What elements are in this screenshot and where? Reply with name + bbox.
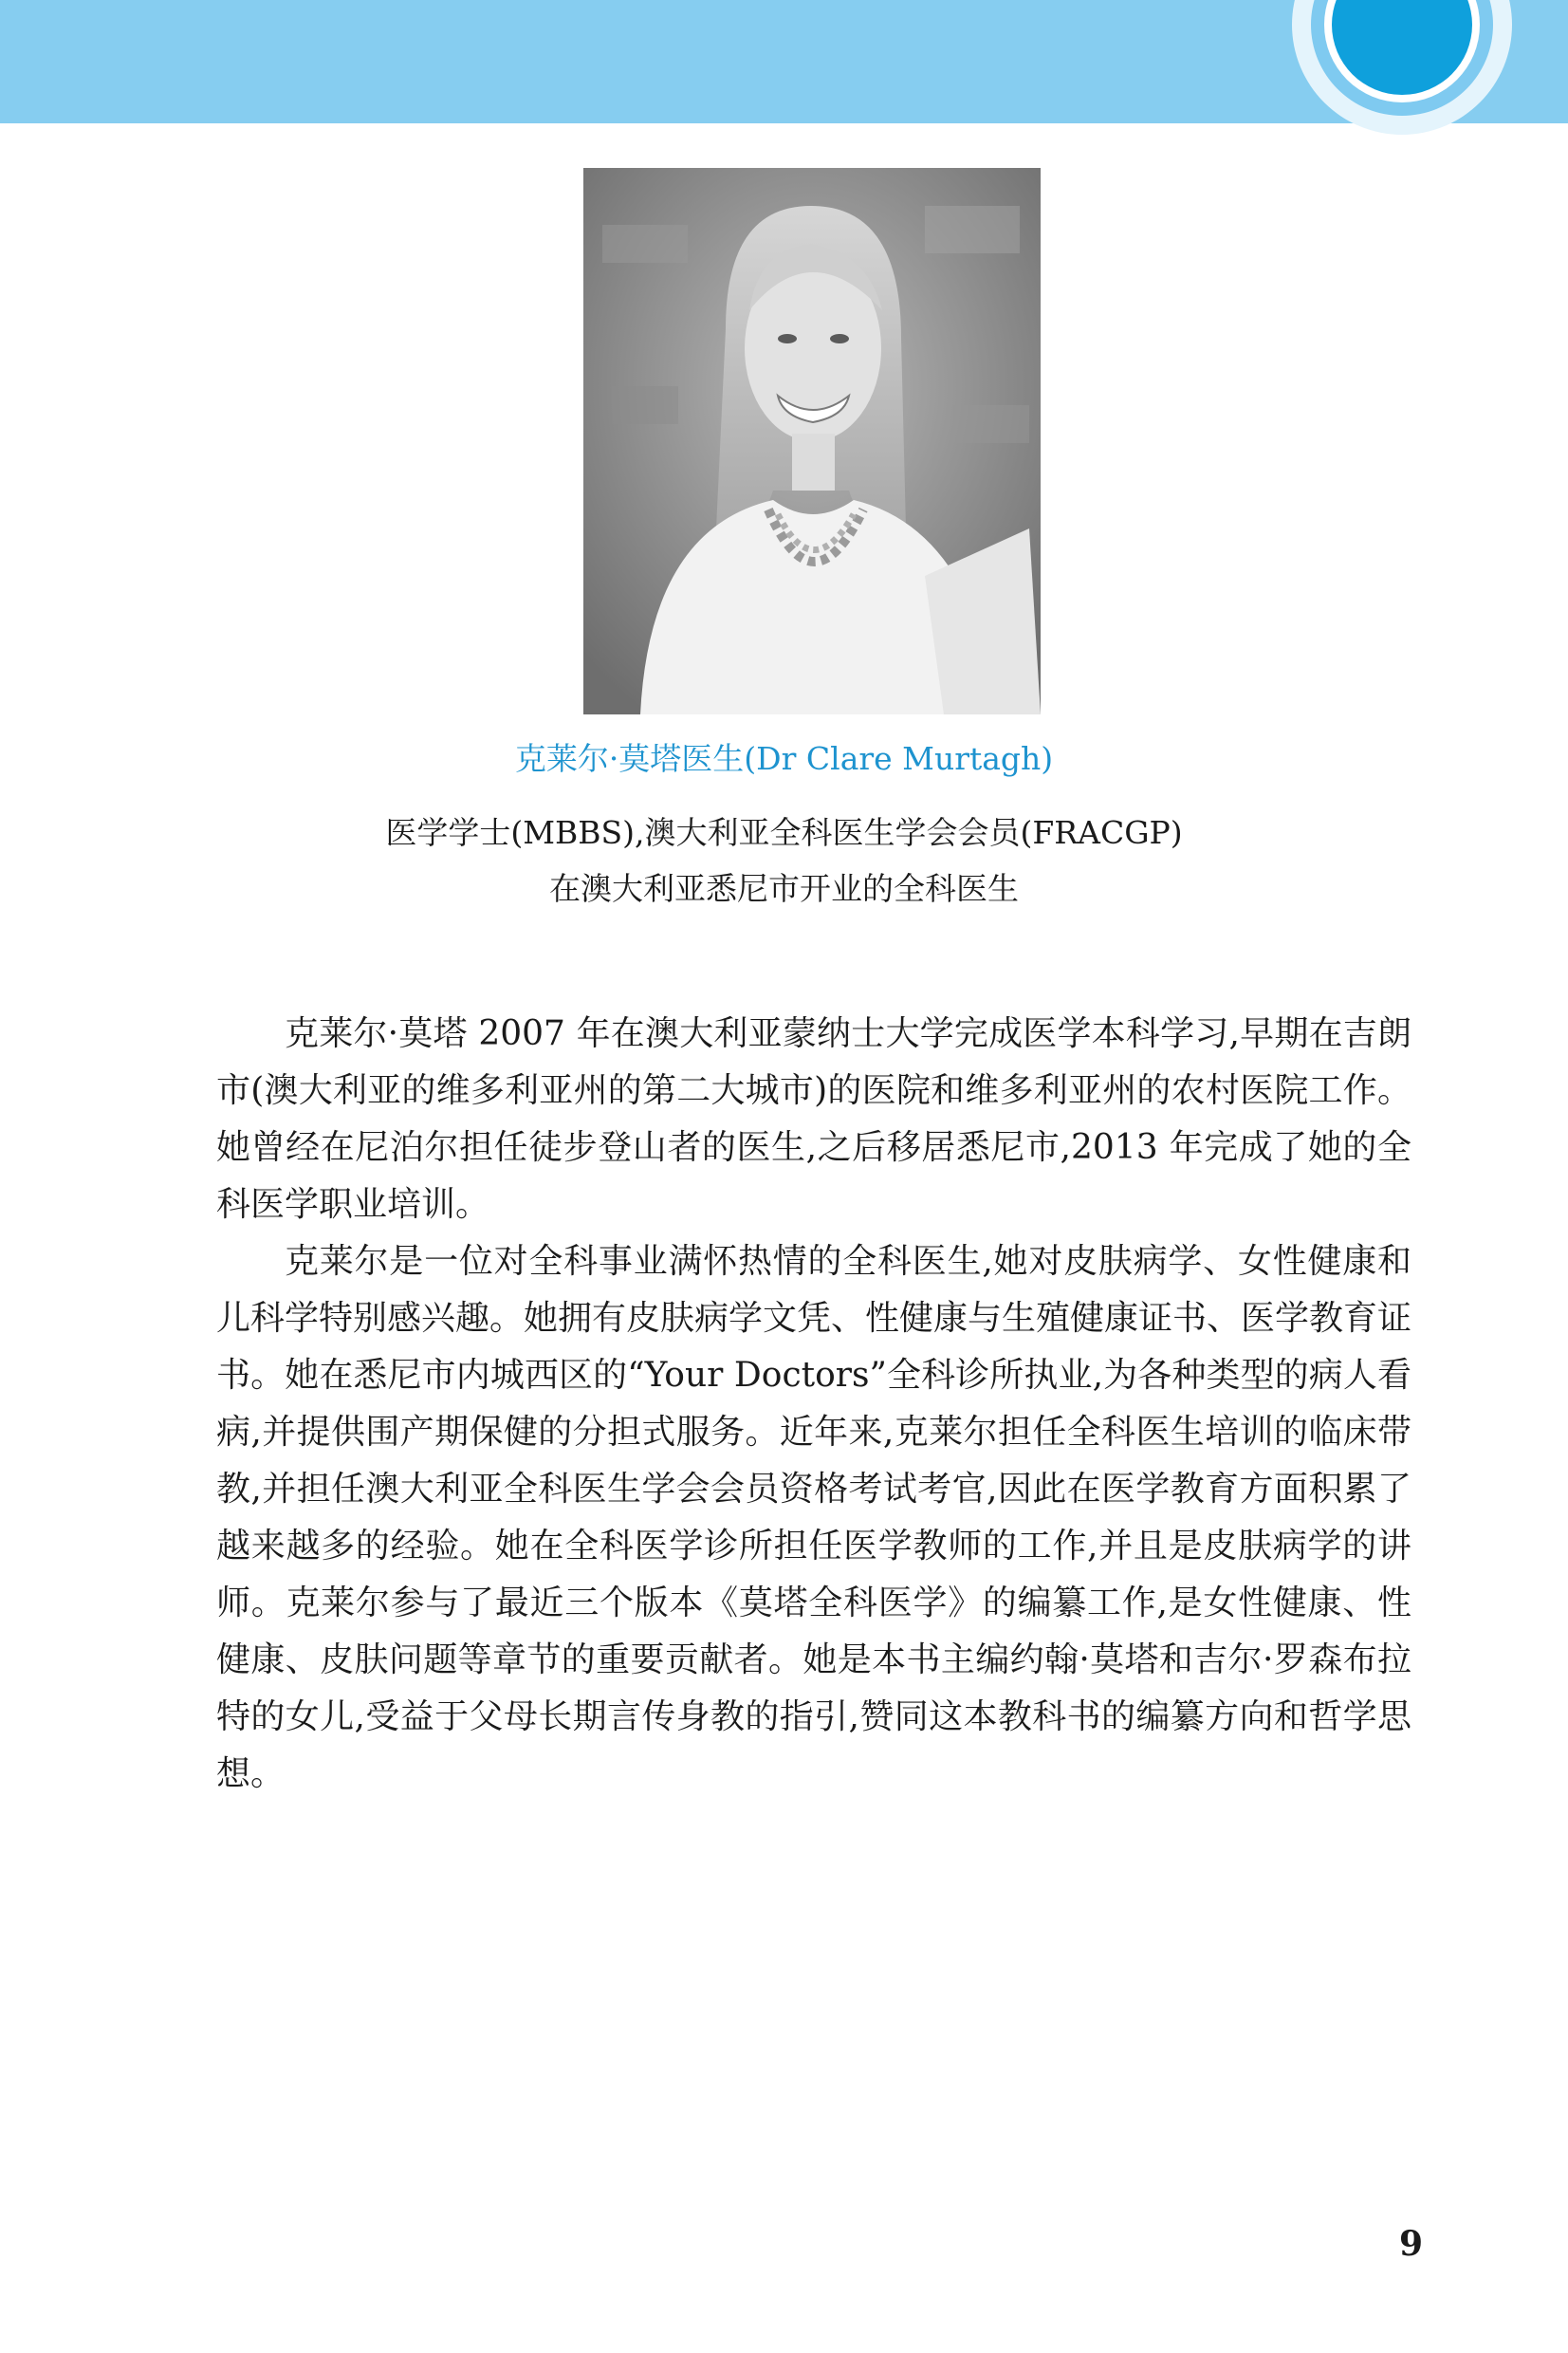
portrait-illustration: [583, 168, 1041, 714]
page-number: 9: [1398, 2224, 1423, 2264]
biography-paragraph-2: 克莱尔是一位对全科事业满怀热情的全科医生,她对皮肤病学、女性健康和儿科学特别感兴趣。她拥有皮肤病学文凭、性健康与生殖健康证书、医学教育证书。她在悉尼市内城西区的“Your Doctors”全科诊所执业,为各种类型的病人看病,并提供围产期保健的分担式服务。近年来,克莱尔担任全科医生培训的临床带教,并担任澳大利亚全科医生学会会员资格考试考官,因此在医学教育方面积累了越来越多的经验。她在全科医学诊所担任医学教师的工作,并且是皮肤病学的讲师。克莱尔参与了最近三个版本《莫塔全科医学》的编纂工作,是女性健康、性健康、皮肤问题等章节的重要贡献者。她是本书主编约翰·莫塔和吉尔·罗森布拉特的女儿,受益于父母长期言传身教的指引,赞同这本教科书的编纂方向和哲学思想。: [216, 1242, 1412, 1793]
author-credentials: 医学学士(MBBS),澳大利亚全科医生学会会员(FRACGP): [385, 814, 1183, 851]
author-role: 在澳大利亚悉尼市开业的全科医生: [549, 870, 1019, 907]
author-portrait: [583, 168, 1041, 714]
author-name-caption: 克莱尔·莫塔医生(Dr Clare Murtagh): [514, 740, 1054, 777]
biography-text: [216, 1006, 1411, 1803]
biography-paragraph-1: 克莱尔·莫塔 2007 年在澳大利亚蒙纳士大学完成医学本科学习,早期在吉朗市(澳大利亚的维多利亚州的第二大城市)的医院和维多利亚州的农村医院工作。她曾经在尼泊尔担任徒步登山者的医生,之后移居悉尼市,2013 年完成了她的全科医学职业培训。: [216, 1014, 1411, 1224]
